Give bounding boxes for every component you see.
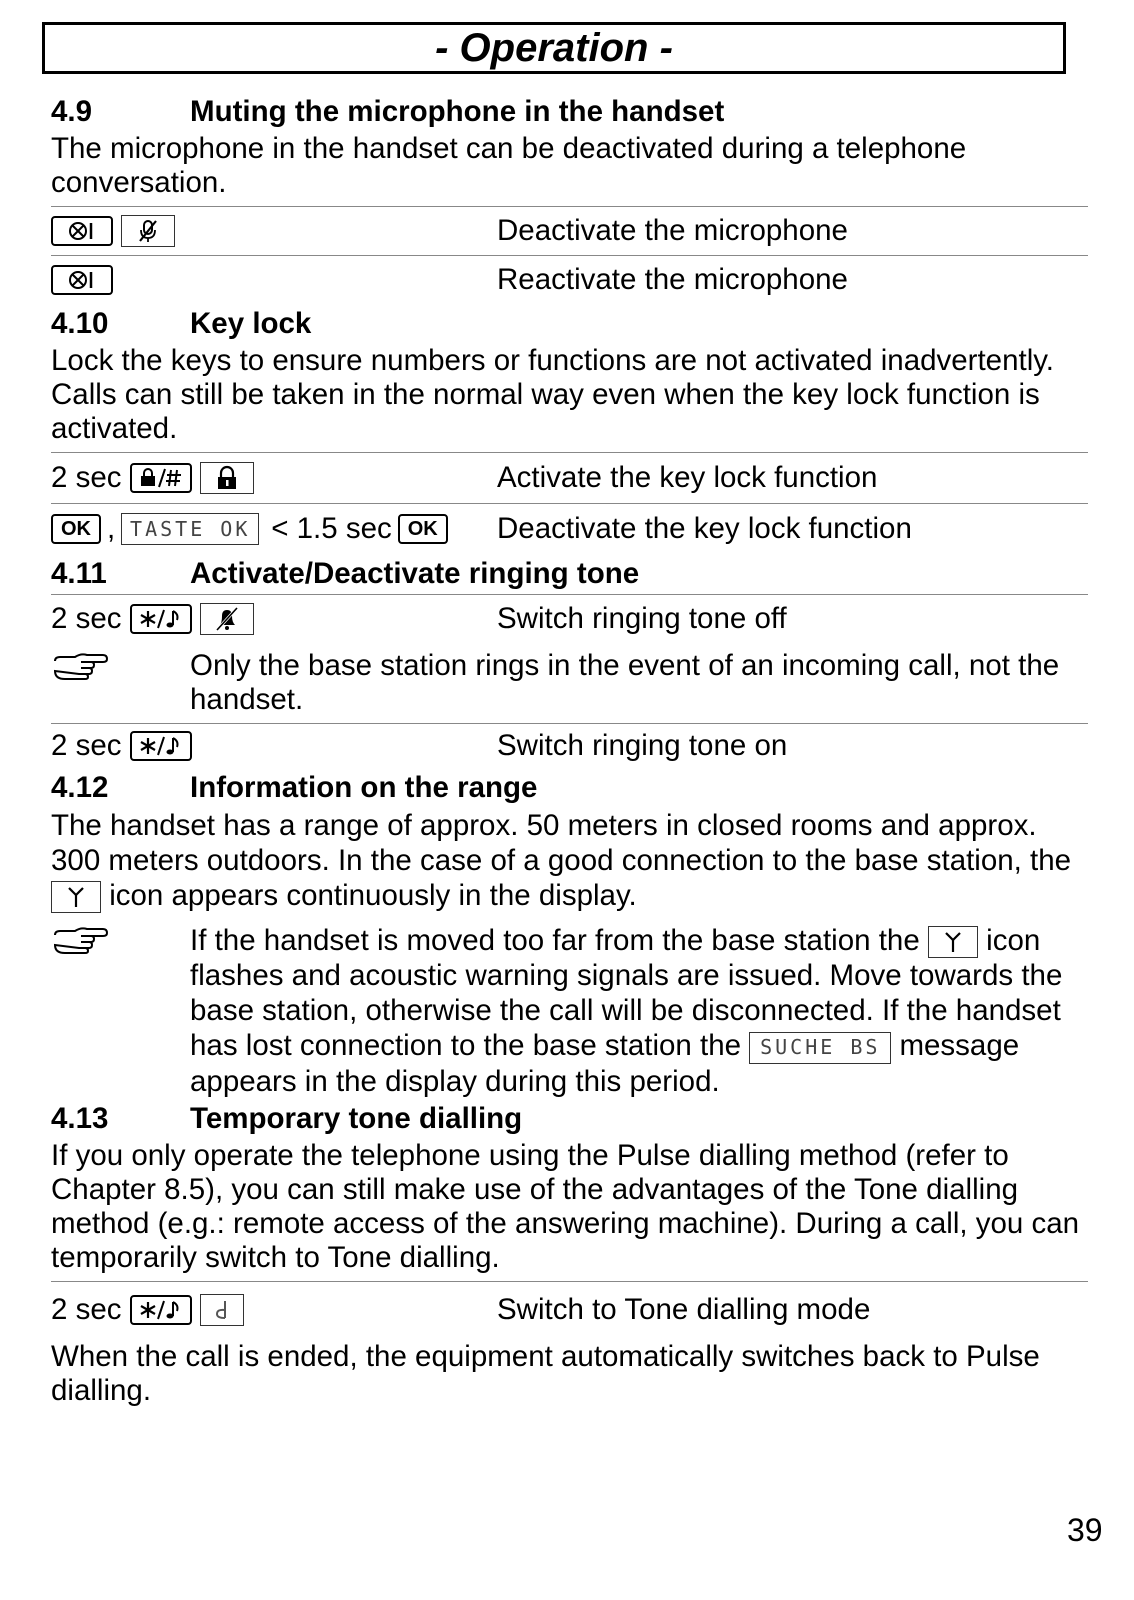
star-ringer-key-icon [130,604,192,634]
instruction-desc: Activate the key lock function [497,461,878,494]
section-4-10-body: Lock the keys to ensure numbers or functions are not activated inadvertently. Calls can still be taken in the normal way even when the key lock function is activated. [51,344,1054,445]
section-title: Muting the microphone in the handset [190,95,725,128]
pointing-hand-icon [51,923,190,1098]
note-text-part: message appears in the display during this period. [190,1029,1020,1098]
note [51,913,1088,1098]
instruction-desc: Deactivate the key lock function [497,512,912,545]
section-4-10-heading [51,304,1088,344]
section-number: 4.11 [51,557,107,590]
ok-key: OK [51,514,101,544]
section-number: 4.10 [51,307,109,340]
antenna-icon [51,881,101,913]
bell-off-icon [200,603,254,635]
section-4-12-heading [51,768,1088,808]
section-title: Information on the range [190,771,538,804]
duration-label: 2 sec [51,729,122,762]
display-message: TASTE OK [121,513,259,545]
microphone-off-icon [121,215,175,247]
pointing-hand-icon [51,649,190,717]
instruction-desc: Deactivate the microphone [497,214,848,247]
tone-dial-icon [200,1294,244,1326]
section-number: 4.13 [51,1101,109,1135]
section-title: Key lock [190,307,312,340]
star-ringer-key-icon [130,731,192,761]
section-4-13-after: When the call is ended, the equipment automatically switches back to Pulse dialling. [51,1339,1040,1407]
section-4-12-body [51,808,1088,913]
body-text: icon appears continuously in the display. [109,879,637,912]
mute-key-icon [51,216,113,246]
note-text [190,923,1088,1098]
note-text-part: icon flashes and acoustic warning signals are issued. Move towards the base station, otherwise the call will be disconnected. If the handset has lost connection to the base station the [190,924,1063,1063]
instruction-desc: Switch ringing tone off [497,602,787,635]
instruction-desc: Switch to Tone dialling mode [497,1292,871,1326]
section-number: 4.12 [51,771,109,804]
page-title: - Operation - [435,25,673,70]
section-4-11-heading [51,554,1088,594]
padlock-icon [200,462,254,494]
page-number: 39 [1067,1512,1103,1548]
instruction-row [51,724,1088,768]
section-4-9-body: The microphone in the handset can be deactivated during a telephone conversation. [51,132,967,199]
instruction-desc: Reactivate the microphone [497,263,848,296]
page-title-box [42,22,1066,74]
lock-hash-key-icon [130,463,192,493]
instruction-row [51,595,1088,643]
duration-label: 2 sec [51,461,122,494]
section-number: 4.9 [51,95,93,128]
section-title: Temporary tone dialling [190,1101,523,1135]
duration-label: 2 sec [51,602,122,635]
instruction-row [51,453,1088,503]
duration-label: 2 sec [51,1292,122,1326]
mute-key-icon [51,265,113,295]
note-text-part: If the handset is moved too far from the base station the [190,924,920,958]
instruction-desc: Switch ringing tone on [497,729,788,762]
ok-key: OK [398,514,448,544]
display-message: SUCHE BS [749,1032,891,1064]
star-ringer-key-icon [130,1295,192,1325]
separator: , [107,512,116,545]
body-text: The handset has a range of approx. 50 meters in closed rooms and approx. 300 meters outdoors. In the case of a good connection to the base station, the [51,809,1072,877]
note-text: Only the base station rings in the event of an incoming call, not the handset. [190,649,1060,716]
instruction-row [51,256,1088,304]
content [51,92,1088,1408]
antenna-icon [928,926,978,958]
note [51,643,1088,717]
duration-label: < 1.5 sec [271,512,392,545]
section-4-9-heading [51,92,1088,132]
instruction-row [51,1282,1088,1338]
instruction-row [51,504,1088,554]
section-title: Activate/Deactivate ringing tone [190,557,640,590]
instruction-row [51,207,1088,255]
section-4-13-body: If you only operate the telephone using the Pulse dialling method (refer to Chapter 8.5), you can still make use of the advantages of the Tone dialling method (e.g.: remote access of the answering machine). During a call, you can temporarily switch to Tone dialling. [51,1138,1080,1274]
section-4-13-heading [51,1099,1088,1139]
